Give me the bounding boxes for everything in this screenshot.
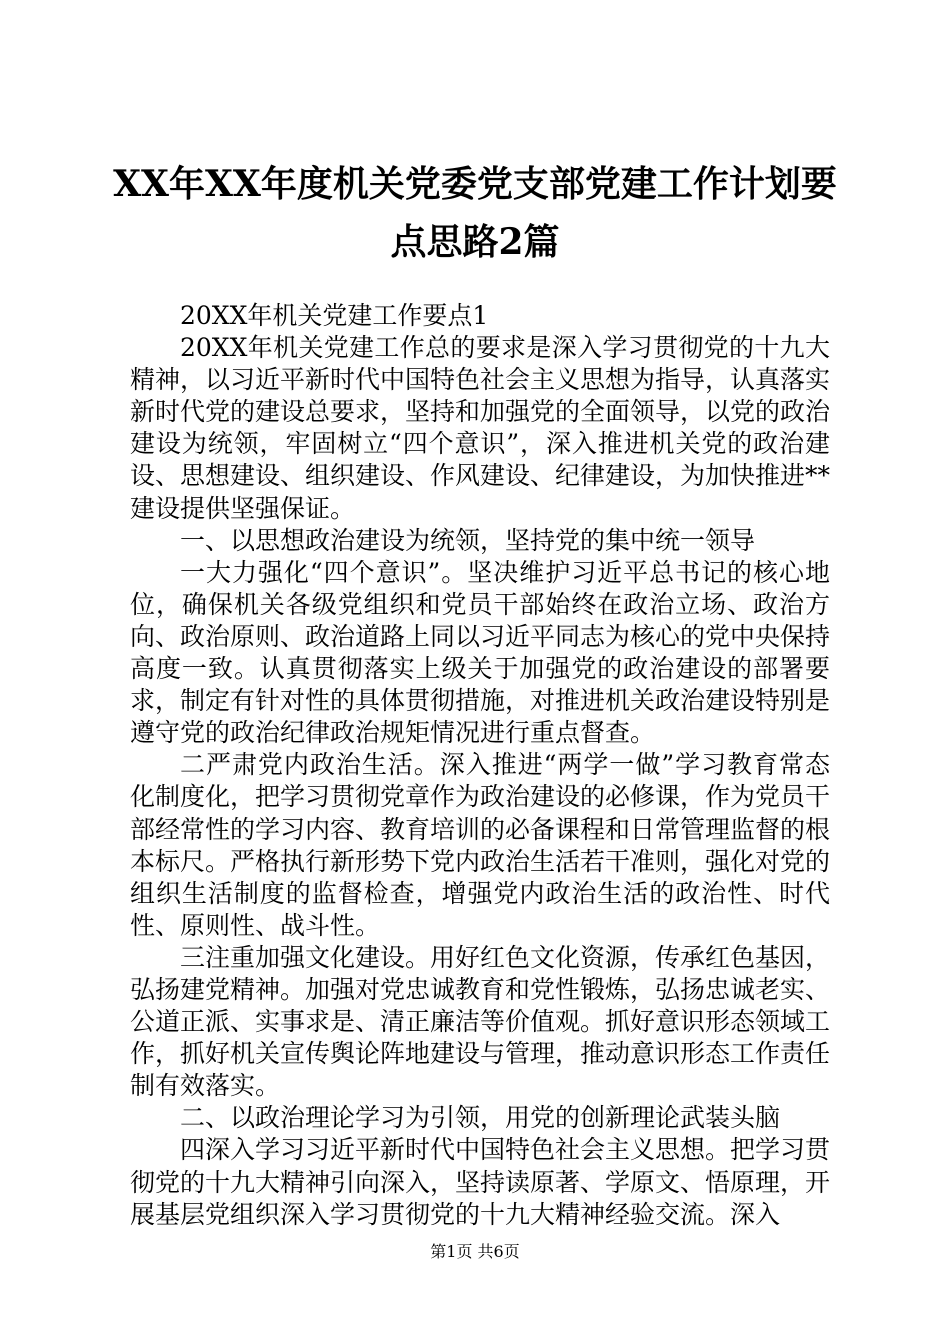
document-title-line-1: XX年XX年度机关党委党支部党建工作计划要 (113, 163, 837, 205)
document-body (130, 300, 830, 1231)
section-heading: 20XX年机关党建工作要点1 (180, 301, 489, 330)
section-heading: 二、以政治理论学习为引领，用党的创新理论武装头脑 (180, 1103, 781, 1133)
page-footer: 第1页 共6页 (430, 1242, 520, 1261)
paragraph: 20XX年机关党建工作总的要求是深入学习贯彻党的十九大精神，以习近平新时代中国特色社会主义思想为指导，认真落实新时代党的建设总要求，坚持和加强党的全面领导，以党的政治建设为统领，牢固树立“四个意识”，深入推进机关党的政治建设、思想建设、组织建设、作风建设、纪律建设，为加快推进**建设提供坚强保证。 (130, 333, 831, 523)
paragraph: 二严肃党内政治生活。深入推进“两学一做”学习教育常态化制度化，把学习贯彻党章作为政治建设的必修课，作为党员干部经常性的学习内容、教育培训的必备课程和日常管理监督的根本标尺。严格执行新形势下党内政治生活若干准则，强化对党的组织生活制度的监督检查，增强党内政治生活的政治性、时代性、原则性、战斗性。 (130, 750, 831, 940)
paragraph: 一大力强化“四个意识”。坚决维护习近平总书记的核心地位，确保机关各级党组织和党员干部始终在政治立场、政治方向、政治原则、政治道路上同以习近平同志为核心的党中央保持高度一致。认真贯彻落实上级关于加强党的政治建设的部署要求，制定有针对性的具体贯彻措施，对推进机关政治建设特别是遵守党的政治纪律政治规矩情况进行重点督查。 (130, 557, 831, 748)
paragraph: 四深入学习习近平新时代中国特色社会主义思想。把学习贯彻党的十九大精神引向深入，坚持读原著、学原文、悟原理，开展基层党组织深入学习贯彻党的十九大精神经验交流。深入 (130, 1135, 831, 1229)
section-heading: 一、以思想政治建设为统领，坚持党的集中统一领导 (180, 525, 756, 555)
document-title-line-2: 点思路2篇 (390, 221, 560, 263)
paragraph: 三注重加强文化建设。用好红色文化资源，传承红色基因，弘扬建党精神。加强对党忠诚教育和党性锻炼，弘扬忠诚老实、公道正派、实事求是、清正廉洁等价值观。抓好意识形态领域工作，抓好机关宣传舆论阵地建设与管理，推动意识形态工作责任制有效落实。 (130, 942, 831, 1101)
